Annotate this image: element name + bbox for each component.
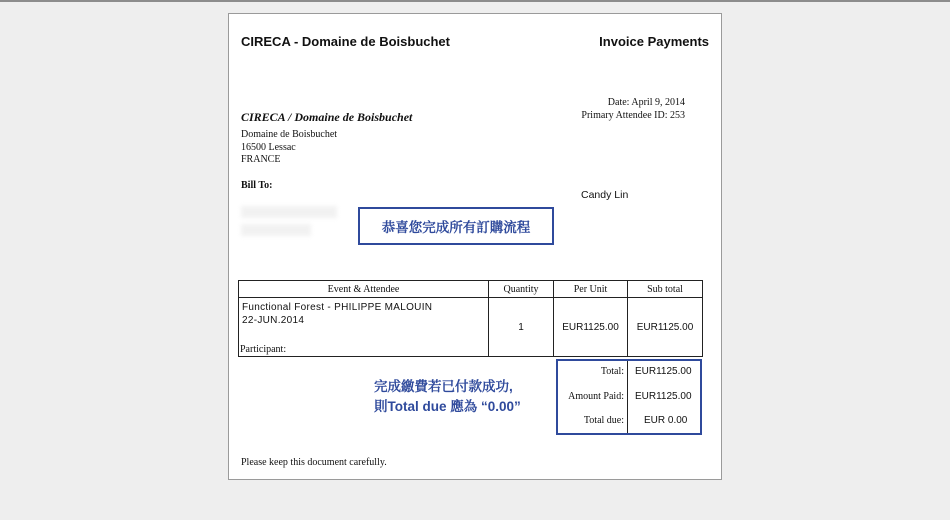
address-line: Domaine de Boisbuchet [241, 129, 338, 140]
invoice-document [228, 13, 722, 480]
header-title: Invoice Payments [599, 34, 709, 49]
total-due-row [558, 415, 700, 431]
invoice-date: Date: April 9, 2014 [607, 97, 685, 108]
col-per-unit: Per Unit [554, 281, 628, 298]
amount-paid-value: EUR1125.00 [635, 391, 692, 402]
payment-note-line: 完成繳費若已付款成功, [374, 379, 513, 394]
payment-note-annotation [374, 377, 521, 417]
event-date: 22-JUN.2014 [242, 315, 305, 326]
col-quantity: Quantity [489, 281, 554, 298]
col-event-attendee: Event & Attendee [239, 281, 489, 298]
congrats-annotation: 恭喜您完成所有訂購流程 [358, 207, 554, 245]
sub-total-cell: EUR1125.00 [628, 298, 703, 357]
top-divider [0, 0, 950, 2]
per-unit-cell: EUR1125.00 [554, 298, 628, 357]
line-items-table [238, 280, 703, 357]
total-value: EUR1125.00 [635, 366, 692, 377]
redacted-text [241, 224, 311, 236]
total-label: Total: [600, 366, 624, 377]
event-cell [239, 298, 489, 357]
total-due-label: Total due: [583, 415, 624, 426]
address-line: 16500 Lessac [241, 141, 296, 153]
total-due-value: EUR 0.00 [644, 415, 688, 426]
table-row [239, 298, 703, 357]
invoice-meta [581, 97, 685, 122]
issuer-address [241, 129, 337, 167]
quantity-cell: 1 [489, 298, 554, 357]
header-company: CIRECA - Domaine de Boisbuchet [241, 34, 450, 49]
bill-to-name: Candy Lin [581, 189, 629, 201]
primary-attendee-id: Primary Attendee ID: 253 [581, 109, 685, 121]
attendee-role: Participant: [240, 344, 287, 355]
footer-note: Please keep this document carefully. [241, 457, 387, 468]
address-line: FRANCE [241, 154, 281, 165]
issuer-name: CIRECA / Domaine de Boisbuchet [241, 110, 413, 124]
payment-note-line: 則Total due 應為 “0.00” [374, 399, 521, 414]
bill-to-label: Bill To: [241, 180, 273, 191]
amount-paid-row [558, 391, 700, 407]
table-header-row [239, 281, 703, 298]
event-name: Functional Forest - PHILIPPE MALOUIN [242, 302, 433, 313]
redacted-text [241, 206, 337, 218]
amount-paid-label: Amount Paid: [568, 391, 624, 402]
totals-box [556, 359, 702, 435]
total-row [558, 366, 700, 382]
col-sub-total: Sub total [628, 281, 703, 298]
